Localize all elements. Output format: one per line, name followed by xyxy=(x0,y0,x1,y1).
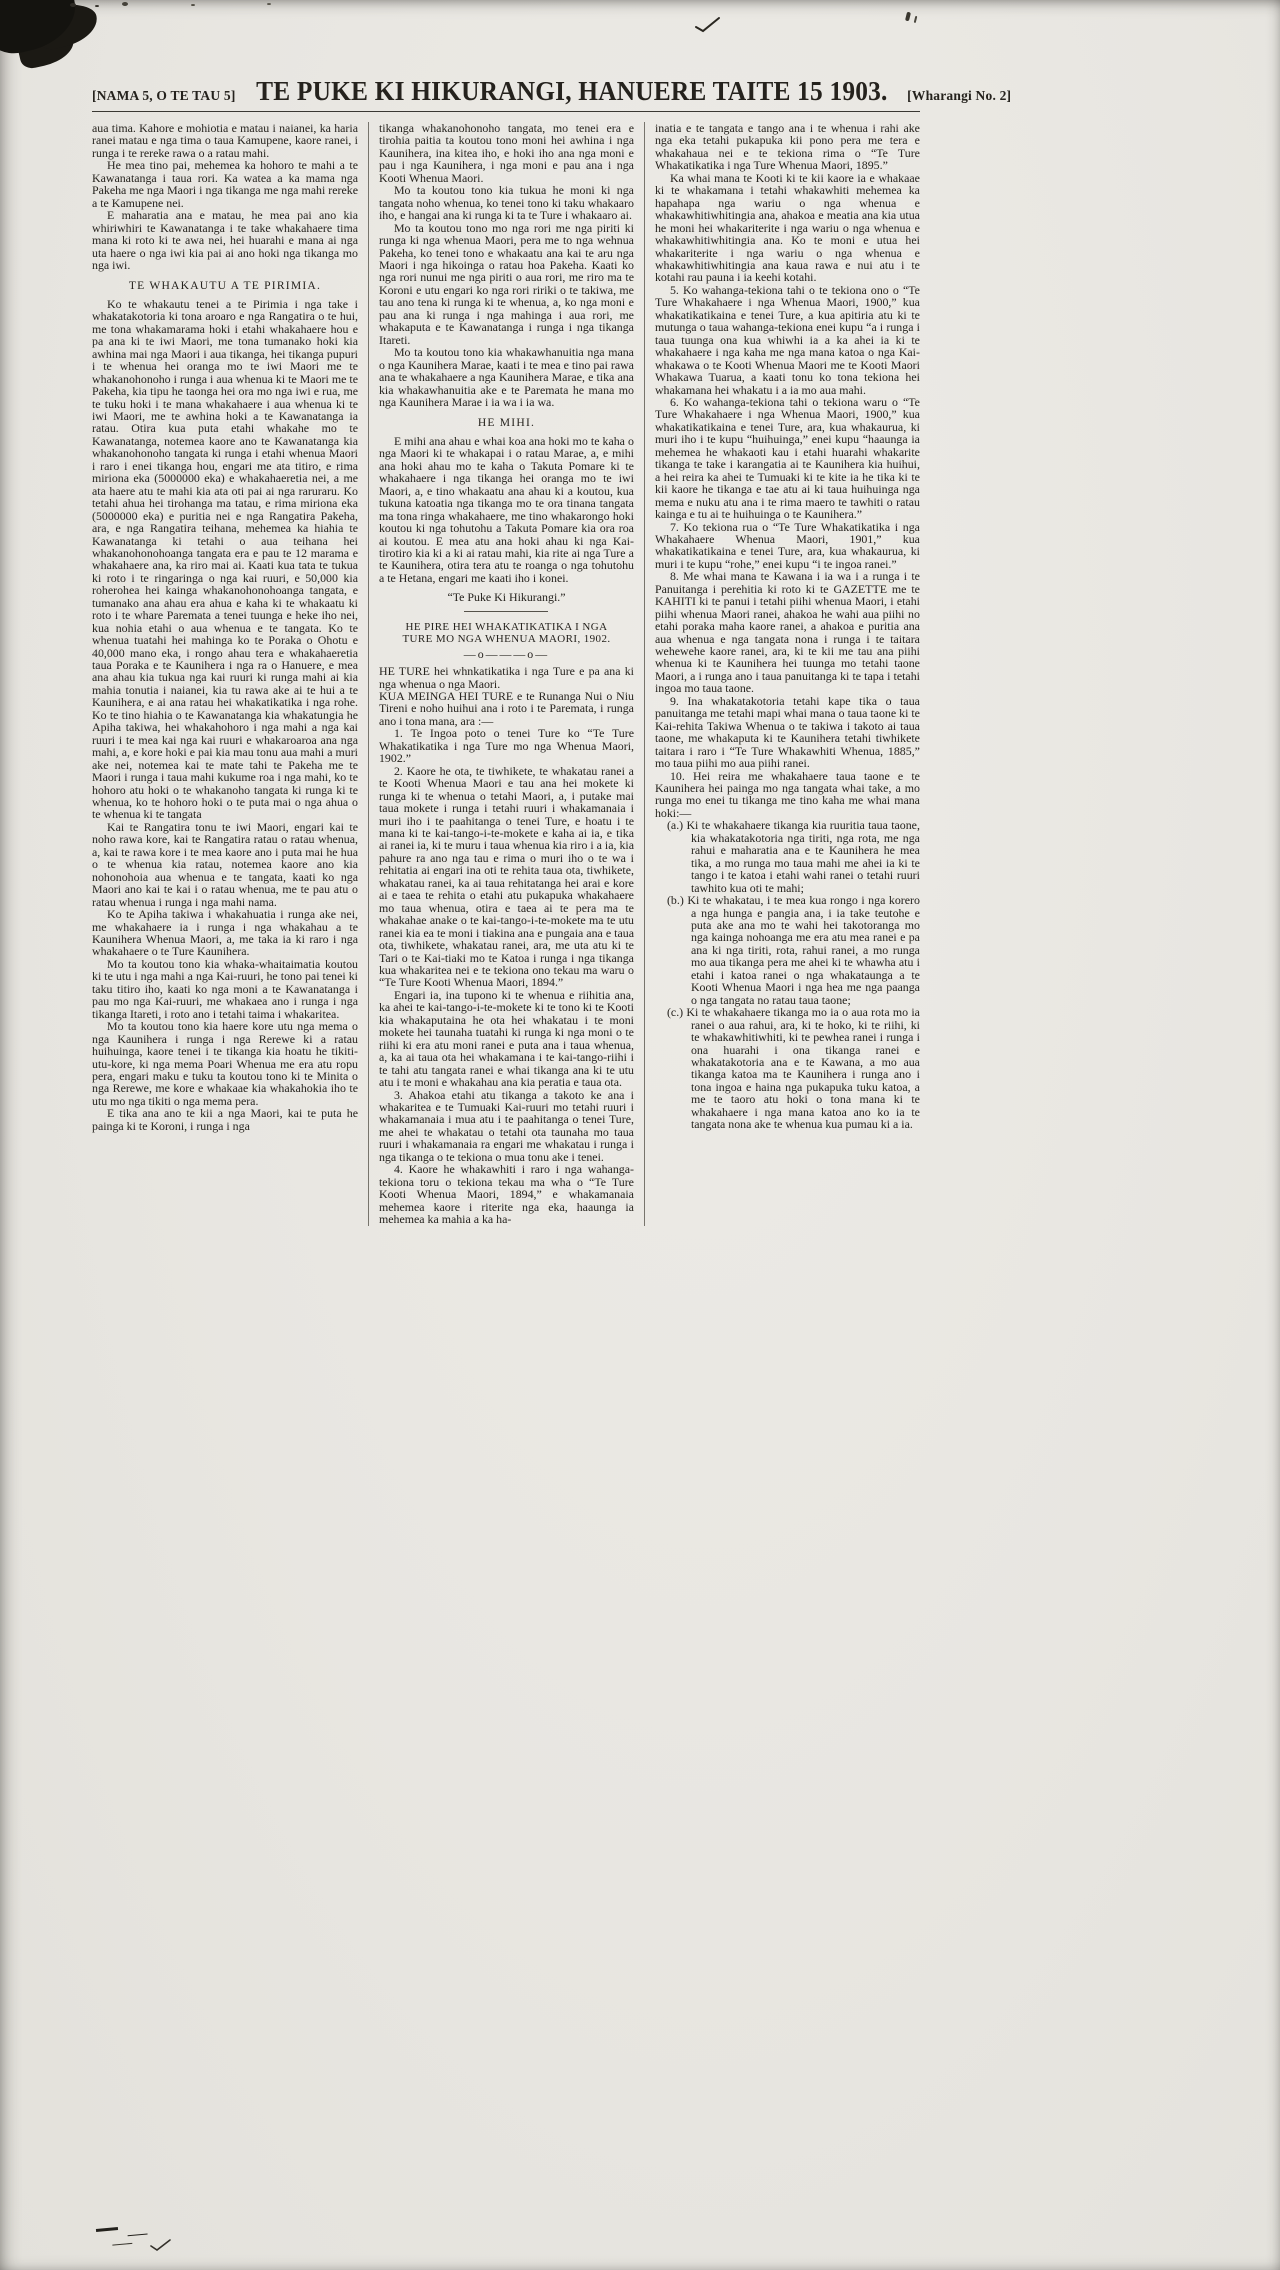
masthead xyxy=(92,76,1012,107)
paragraph: Ko te Apiha takiwa i whakahuatia i runga ake nei, me whakahaere ia i runga i nga whakahau a te Kaunihera Whenua Maori, a, me taka ia ki raro i nga whakahaere o te Ture Kaunihera. xyxy=(92,907,358,959)
section-heading: HE PIRE HEI WHAKATIKATIKA I NGA TURE MO NGA WHENUA MAORI, 1902. xyxy=(402,620,611,646)
paragraph: inatia e te tangata e tango ana i te whenua i rahi ake nga eka tetahi pukapuka kii pono pera me tera e whakahaua nei e te tekiona rima o “Te Ture Whakatikatika i nga Ture Whenua Maori, 1895.” xyxy=(654,121,920,173)
header-rule xyxy=(92,111,920,112)
handwritten-tick-mark xyxy=(694,16,722,34)
column-1 xyxy=(92,122,368,1226)
list-item-text: Ki te whakahaere tikanga mo ia o aua rota mo ia ranei o aua rahui, ara, ki te hoko, ki te riihi, ki te whakawhitiwhiti, ki te pewhea ranei i runga i ona huarahi i ona tikanga ranei e whakatakotoria ana e te Kawana, a mo aua tikanga katoa ma te Kaunihera i runga ano i tona ingoa e haina nga pukapuka tuku katoa, a me te taoro atu hoki o tona mana ki te whakahaere i nga mana katoa ano ko ia te tangata nona ake te whenua kua pumau ki a ia. xyxy=(686,1005,920,1132)
paragraph: Mo ta koutou tono kia tukua he moni ki nga tangata noho whenua, ko tenei tono ki taku whakaaro iho, e hangai ana ki runga ki ta te Ture i whakaaro ai. xyxy=(378,183,634,223)
paragraph: 6. Ko wahanga-tekiona tahi o tekiona waru o “Te Ture Whakahaere i nga Whenua Maori, 1900,” kua whakatikatikaina e tenei Ture, ara, kua whakaurua, ki muri iho i te kupu “huihuinga,” enei kupu “haaunga ia mehemea he whakaoti kau i etahi huarahi whakarite tikanga te take i karangatia ai te Kaunihera kia huihui, a hei reira ka ahei te Tumuaki ki te kite ia he tika ki te kii kaore he tikanga e tae atu ai ki taua huihuinga nga mema e nuku atu ana i te rima maero te tawhiti o ratau kainga e tu ai te huihuinga o te Kaunihera.” xyxy=(654,394,920,522)
print-area xyxy=(92,76,1012,1227)
hanging-list-item xyxy=(655,894,920,1006)
paragraph: aua tima. Kahore e mohiotia e matau i naianei, ka haria ranei matau e nga tima o taua Kamupene, kaore ranei, i runga i te rereke rawa o a ratau mahi. xyxy=(92,121,358,160)
paragraph: 1. Te Ingoa poto o tenei Ture ko “Te Ture Whakatikatika i nga Ture mo nga Whenua Maori, 1902.” xyxy=(378,726,634,766)
paragraph: Ko te whakautu tenei a te Pirimia i nga take i whakatakotoria ki tona aroaro e nga Rangatira o te hui, me tona whakamarama hoki i etahi whakahaere hou e pa ana ki te iwi Maori, me tona tumanako hoki kia awhina mai nga Maori i aua tikanga, hei tikanga pupuri i te whenua hei oranga mo te iwi Maori me te whakanohonoho i runga i aua whenua ki te Maori me te Pakeha, kia tipu he taonga hei ora mo nga iwi e rua, me te tuku hoki i te mana whakahaere i aua whenua ki te iwi Maori, me te awhina hoki a te Kawanatanga ia ratau. Otira kua puta etahi whakahe mo te Kawanatanga, notemea kaore ano te Kawanatanga kia whakanohonoho tangata ki runga i etahi whenua Maori i raro i enei tikanga hou, engari me ata titiro, e rima miriona eka (5000000 eka) e whakahaeretia nei, a me ata haere atu te mahi kia ata oti pai ai nga raruraru. Ko tetahi ahua hei tirohanga ma tatau, e rima miriona eka (5000000 eka) e puritia nei e nga Rangatira Pakeha, ara, e nga Rangatira teihana, mehemea ka hiahia te Kawanatanga ki tetahi o aua teihana hei whakanohonohoanga tangata era e pau te 12 marama e whakahaere ana, ka riro mai ai. Kaati kua tata te tukua ki roto i te ringaringa o nga kai ruuri, e 50,000 kia roherohea hei kainga whakanohonohoanga tangata, e tumanako ana ahau era ahua e kaha ki te whakaatu ki roto i te whare Paremata a tenei tuunga e heke iho nei, kua nohia etahi o aua whenua e te tangata. Ko te whenua tuatahi hei mahinga ko te Poraka o Ohotu e 40,000 mano eka, i rongo ahau tera e whakahaeretia taua Poraka e te Kaunihera i nga ra o Hanuere, e mea ana ahau kia tukua nga kai ruuri ki runga mahi ai kia mahia tonutia i naianei, kia tu rawa ake ai te hui a te Kaunihera, e ai ana ratau hei whakatikatika i nga rohe. Ko te tino hiahia o te Kawanatanga kia whakatungia he Apiha takiwa, hei whakahohoro i nga mahi a nga kai ruuri i te mea kai nga kai ruuri e whakaroaroa ana nga mahi, a, e kore hoki e pai kia mau tonu aua mahi a muri ake nei, notemea kai te mate tahi te Pakeha me te Maori i runga i taua mahi kukume roa i nga mahi, ko te hohoro atu hoki o te whakanoho tangata ki runga ki te whenua, ko te hohoro hoki o te puta mai o nga ahua o te whenua ki te tangata xyxy=(92,296,358,822)
paragraph: 4. Kaore he whakawhiti i raro i nga wahanga-tekiona toru o tekiona tekau ma wha o “Te Ture Kooti Whenua Maori, 1894,” e whakamanaia mehemea kaore i riterite nga eka, haaunga ia mehemea ka mahia a ka ha- xyxy=(378,1162,634,1227)
paragraph: Mo ta koutou tono kia whaka-whaitaimatia koutou ki te utu i nga mahi a nga Kai-ruuri, he tono pai tenei ki taku titiro iho, kaati ko nga moni a te Kawanatanga i pau mo nga Kai-ruuri, me whakaea ano i runga i nga tikanga Itareti, i roto ano i tetahi taima i whakaritea. xyxy=(92,956,358,1021)
paragraph: Mo ta koutou tono kia haere kore utu nga mema o nga Kaunihera i runga i nga Rerewe ki a ratau huihuinga, kaore tenei i te tikanga kia hoatu he tikiti-utu-kore, ki nga mema Poari Whenua me era atu ropu pera, engari maku e tuku ta koutou tono ki te Minita o nga Rerewe, me kore e whakaae kia whakahokia iho te utu mo nga tikiti o nga mema pera. xyxy=(92,1019,358,1108)
paragraph: 2. Kaore he ota, te tiwhikete, te whakatau ranei a te Kooti Whenua Maori e tau ana hei mokete ki runga ki te whenua o tetahi Maori, a, i putake mai taua mokete i runga i tetahi ruuri i whakamanaia i muri iho i te paahitanga o tenei Ture, e hoatu i te mana ki te kai-tango-i-te-mokete e kaha ai ia, e tika ai ranei ia, ki te muru i taua whenua kia riro i a ia, kia pahure ra ano nga tau e rima o muri iho o te wa i rehitatia ai engari ina oti te rehita taua ota, tiwhikete, whakatau ranei, ka ai taua rehitatanga hei arai e kore ai e taea te rehita o etahi atu pukapuka whakahaere mo taua whenua, otira e taea ai te pera ma te whakahae anake o te kai-tango-i-te-mokete ma te utu ranei kia ea te moni i tiakina ana e pungaia ana e taua ota, tiwhikete, whakatau ranei, ara, me uta atu ki te Tari o te Kai-tiaki mo te Katoa i runga i nga tikanga kua whakaritea nei e te tekiona ono tekau ma waru o “Te Ture Kooti Whenua Maori, 1894.” xyxy=(378,763,634,990)
handwritten-tick-bottom xyxy=(150,2238,172,2252)
paragraph: Mo ta koutou tono mo nga rori me nga piriti ki runga ki nga whenua Maori, pera me to nga wehnua Pakeha, ko tenei tono e whakaatu ana kai te aru nga Maori i nga hikoinga o ratau hoa Pakeha. Kaati ko nga rori nunui me nga piriti o aua rori, me riro ma te Koroni e utu engari ko nga rori ririki o te takiwa, me tau ano tena ki runga ki te whenua, a, ko nga moni e pau ana ki runga i nga mahinga i aua rori, me whakaputa e te Kawanatanga i runga i nga tikanga Itareti. xyxy=(378,220,634,347)
list-item-label: (a.) xyxy=(666,818,684,833)
paragraph: 5. Ko wahanga-tekiona tahi o te tekiona ono o “Te Ture Whakahaere i nga Whenua Maori, 1900,” kua whakatikatikaina e tenei Ture, a kua apitiria atu ki te mutunga o taua wahanga-tekiona enei kupu “a i runga i taua tuunga ona kua whiwhi ia a ka ahei ia ki te whakahaere i nga kaha me nga mana katoa o nga Kai-whakawa o te Kooti Whenua Maori me te Kooti Maori Whakawa Tuarua, a kaati tonu ko tona tekiona hei whakamana hei whakatu i a ia mo aua mahi. xyxy=(654,282,920,397)
paragraph: Ka whai mana te Kooti ki te kii kaore ia e whakaae ki te whakamana i tetahi whakawhiti mehemea ka hapahapa nga wariu o nga whenua e whakawhitiwhitingia ana, ahakoa e meatia ana kia utua he moni hei whakariterite i nga wariu o nga whenua e whakawhitiwhitingia ana. Ko te moni e utua hei whakariterite i nga wariu o nga whenua e whakawhitiwhitingia ana kaua rawa e nui atu i te kotahi rau pauna i ia keehi kotahi. xyxy=(654,170,920,285)
paragraph: E maharatia ana e matau, he mea pai ano kia whiriwhiri te Kawanatanga i te take whakahaere tima mana ki roto ki te awa nei, hei huarahi e mana ai nga uta haere o nga iwi kia pai ai ano hoki nga tikanga mo nga iwi. xyxy=(92,208,358,272)
ornament-separator: —o———o— xyxy=(463,646,550,661)
list-item-text: Ki te whakahaere tikanga kia ruuritia taua taone, kia whakatakotoria nga tiriti, nga rota, me nga rahui e maharatia ana e te Kaunihera he mea tika, a mo runga mo taua mahi me ahei ia ki te tango i te katoa i etahi wahi ranei o tetahi ruuri tawhito kua oti te mahi; xyxy=(686,818,920,895)
columns xyxy=(92,122,920,1226)
column-2 xyxy=(368,122,644,1226)
stray-marks-bottom-left xyxy=(96,2227,118,2232)
column-3 xyxy=(644,122,920,1226)
page-number-right: [Wharangi No. 2] xyxy=(907,88,1012,103)
issue-number-left: [NAMA 5, O TE TAU 5] xyxy=(92,88,236,103)
paragraph: tikanga whakanohonoho tangata, mo tenei era e tirohia paitia ta koutou tono moni hei awhina i nga Kaunihera, ina kitea iho, e hoki iho ana nga moni e pau i nga Kaunihera, i nga moni e pau ana i nga Kooti Whenua Maori. xyxy=(378,121,634,185)
paragraph: Engari ia, ina tupono ki te whenua e riihitia ana, ka ahei te kai-tango-i-te-mokete ki te tono ki te Kooti kia whakaputaina he ota hei whakatau i te moni mokete hei taunaha tuatahi ki runga ki nga moni o te riihi ki era atu moni ranei e puta ana i taua whenua, a, ka ai taua ota hei whakamana i te kai-tango-riihi i te tahi atu tangata ranei e whai tikanga ana ki te utu atu i te moni e whakahau ana kia peratia e taua ota. xyxy=(378,987,634,1090)
paragraph: He mea tino pai, mehemea ka hohoro te mahi a te Kawanatanga i taua rori. Ka watea a ka mama nga Pakeha me nga Maori i nga tikanga me nga mahi rereke a te Kamupene nei. xyxy=(92,158,358,210)
ink-smudge-top-left xyxy=(0,0,83,60)
hanging-list-item xyxy=(655,819,920,894)
centered-line: “Te Puke Ki Hikurangi.” xyxy=(447,590,566,605)
paragraph: E tika ana ano te kii a nga Maori, kai te puta he painga ki te Koroni, i runga i nga xyxy=(92,1106,358,1133)
paragraph: E mihi ana ahau e whai koa ana hoki mo te kaha o nga Maori ki te whakapai i o ratau Marae, a, e mihi ana hoki ahau mo te kaha o Takuta Pomare ki te whakahaere i nga tikanga hei oranga mo te iwi Maori, a, e tino whakaatu ana ahau ki a koutou, kua tukuna katoatia nga tikanga mo te ora tinana tangata ma tona ringa whakahaere, me tino whakarongo hoki koutou ki nga tohutohu a Takuta Pomare kia ora roa ai koutou. E mea atu ana hoki ahau ki nga Kai-tirotiro kia ki a ki ai ratau mahi, kia rite ai nga Ture a te Kaunihera, otira tera atu te roanga o nga tohutohu a te Hetana, engari me kaati iho i konei. xyxy=(378,433,634,585)
paragraph: Mo ta koutou tono kia whakawhanuitia nga mana o nga Kaunihera Marae, kaati i te mea e tino pai rawa ana te whakahaere a nga Kaunihera Marae, e tika ana kia whakawhanuitia ake e te Paremata he mana mo nga Kaunihera Marae i ia wa i ia wa. xyxy=(378,345,634,409)
paper-title: TE PUKE KI HIKURANGI, HANUERE TAITE 15 1903. xyxy=(255,76,888,106)
paragraph: Kai te Rangatira tonu te iwi Maori, engari kai te noho rawa kore, kai te Rangatira ratau o ratau whenua, a, kai te rawa kore i te mea kaore ano i puta mai he hua o te whenua kia ratau, notemea kaore ano kia nohonohoia aua whenua e te tangata, kaati ko nga Maori ano kai te kai i o ratau whenua, me te pau atu o ratau whenua i runga i nga mahi nama. xyxy=(92,819,358,909)
section-heading: HE MIHI. xyxy=(477,416,536,430)
paragraph: 10. Hei reira me whakahaere taua taone e te Kaunihera hei painga mo nga tangata whai take, a mo runga mo enei tu tikanga me tino kaha me whai mana hoki:— xyxy=(654,768,920,820)
paragraph: KUA MEINGA HEI TURE e te Runanga Nui o Niu Tireni e noho huihui ana i roto i te Paremata, i runga ano i tona mana, ara :— xyxy=(378,689,634,728)
scan-specks-top-edge xyxy=(70,3,76,7)
paragraph: 7. Ko tekiona rua o “Te Ture Whakatikatika i nga Whakahaere Whenua Maori, 1901,” kua whakatikatikaina e tenei Ture, ara, kua whakaurua, ki muri i te kupu “rohe,” enei kupu “i te ingoa ranei.” xyxy=(654,519,920,571)
list-item-label: (b.) xyxy=(666,893,684,908)
paragraph: 3. Ahakoa etahi atu tikanga a takoto ke ana i whakaritea e te Tumuaki Kai-ruuri mo tetahi ruuri i whakamanaia i mua atu i te paahitanga o tenei Ture, me ahei te whakatau o tetahi ota taunaha mo taua ruuri i whakamanaia ra engari me whakatau i runga i nga tikanga o te tekiona o mua tonu ake i tenei. xyxy=(378,1087,634,1164)
paragraph: 8. Me whai mana te Kawana i ia wa i a runga i te Panuitanga i perehitia ki roto ki te GAZETTE me te KAHITI ki te panui i tetahi piihi whenua Maori, i etahi piihi whenua Maori ranei, ahakoa he wahi aua piihi no etahi poraka maha kaore ranei, a ahakoa e puritia ana aua whenua e nga tangata nona i runga i te taitara wehewehe kaore ranei, ara, ki te kii me tau ana piihi whenua ki te Kaunihera hei tuunga mo tetahi taone Maori, a i runga ano i taua panuitanga ki te tapa i tetahi ingoa mo taua taone. xyxy=(654,569,920,696)
short-divider-rule xyxy=(464,611,548,612)
paragraph: HE TURE hei whnkatikatika i nga Ture e pa ana ki nga whenua o nga Maori. xyxy=(378,664,634,691)
list-item-text: Ki te whakatau, i te mea kua rongo i nga korero a nga hunga e pangia ana, i ia take teutohe e puta ake ana mo te wahi hei takotoranga mo nga kainga nohoanga me era atu mea ranei e pa ana ki nga tiriti, rota, rahui ranei, a mo runga mo aua tikanga pera me ahei ki te whawha atu i etahi i katoa ranei o nga whakataunga a te Kooti Whenua Maori i nga hea me nga paanga o nga tangata no ratau taua taone; xyxy=(687,893,920,1007)
list-item-label: (c.) xyxy=(666,1005,684,1020)
stray-mark-top-right xyxy=(905,12,911,22)
hanging-list-item xyxy=(655,1006,920,1131)
section-heading: TE WHAKAUTU A TE PIRIMIA. xyxy=(128,279,322,293)
paragraph: 9. Ina whakatakotoria tetahi kape tika o taua panuitanga me tetahi mapi whai mana o taua taone ki te Kai-rehita Takiwa Whenua o te takiwa i takoto ai taua taone, me whakaputa ki te Kaunihera tetahi tiwhikete taitara i raro i “Te Ture Whakawhiti Whenua, 1885,” mo taua piihi mo aua piihi ranei. xyxy=(654,693,920,771)
